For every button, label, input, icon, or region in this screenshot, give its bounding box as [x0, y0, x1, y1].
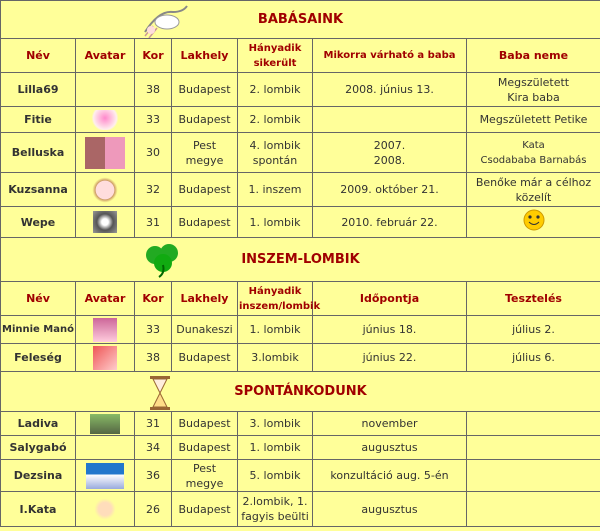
avatar — [76, 207, 135, 238]
table-row: I.Kata 26 Budapest 2.lombik, 1. fagyis beülti augusztus — [1, 492, 600, 527]
col-baby: Baba neme — [467, 39, 600, 73]
baby-avatar-icon — [94, 497, 116, 521]
section-title-spontankodunk: SPONTÁNKODUNK — [1, 372, 600, 412]
avatar — [76, 344, 135, 372]
avatar — [76, 107, 135, 133]
hourglass-icon — [147, 375, 173, 411]
avatar — [76, 133, 135, 173]
photo-avatar-icon — [85, 137, 125, 169]
baby-avatar-icon — [90, 110, 120, 130]
cat-avatar-icon — [93, 211, 117, 233]
melon-avatar-icon — [93, 346, 117, 370]
avatar — [76, 316, 135, 344]
avatar — [76, 436, 135, 460]
table-row: Salygabó 34 Budapest 1. lombik augusztus — [1, 436, 600, 460]
mountain-avatar-icon — [86, 463, 124, 489]
avatar — [76, 173, 135, 207]
table-row: Wepe 31 Budapest 1. lombik 2010. február 22. — [1, 207, 600, 238]
section-title-babasaink: BABÁSAINK — [1, 1, 600, 39]
avatar — [76, 73, 135, 107]
smiley-icon — [521, 207, 547, 233]
stork-icon — [139, 4, 191, 38]
clover-icon — [139, 241, 187, 279]
table-row: Kuzsanna 32 Budapest 1. inszem 2009. október 21. Benőke már a célhoz közelít — [1, 173, 600, 207]
table-row: Minnie Manó 33 Dunakeszi 1. lombik június 18. július 2. — [1, 316, 600, 344]
header-row — [1, 39, 600, 73]
section-title-inszem-lombik: INSZEM-LOMBIK — [1, 238, 600, 282]
col-age: Kor — [135, 39, 172, 73]
table-row: Ladiva 31 Budapest 3. lombik november — [1, 412, 600, 436]
table-row: Fitie 33 Budapest 2. lombik Megszületett Petike — [1, 107, 600, 133]
table-row: Feleség 38 Budapest 3.lombik június 22. július 6. — [1, 344, 600, 372]
table-row: Dezsina 36 Pest megye 5. lombik konzultáció aug. 5-én — [1, 460, 600, 492]
col-due: Mikorra várható a baba — [313, 39, 467, 73]
col-name: Név — [1, 39, 76, 73]
col-attempt: Hányadik sikerült — [238, 39, 313, 73]
col-city: Lakhely — [172, 39, 238, 73]
teddy-avatar-icon — [87, 176, 123, 204]
photo-avatar-icon — [90, 414, 120, 434]
photo-avatar-icon — [93, 318, 117, 342]
header-row: Név Avatar Kor Lakhely Hányadik inszem/lombik Időpontja Tesztelés — [1, 282, 600, 316]
col-avatar: Avatar — [76, 39, 135, 73]
avatar — [76, 492, 135, 527]
avatar — [76, 460, 135, 492]
table-row: Lilla69 38 Budapest 2. lombik 2008. június 13. Megszületett Kira baba — [1, 73, 600, 107]
avatar — [76, 412, 135, 436]
table-row: Belluska 30 Pest megye 4. lombik spontán 2007. 2008. Kata Csodababa Barnabás — [1, 133, 600, 173]
